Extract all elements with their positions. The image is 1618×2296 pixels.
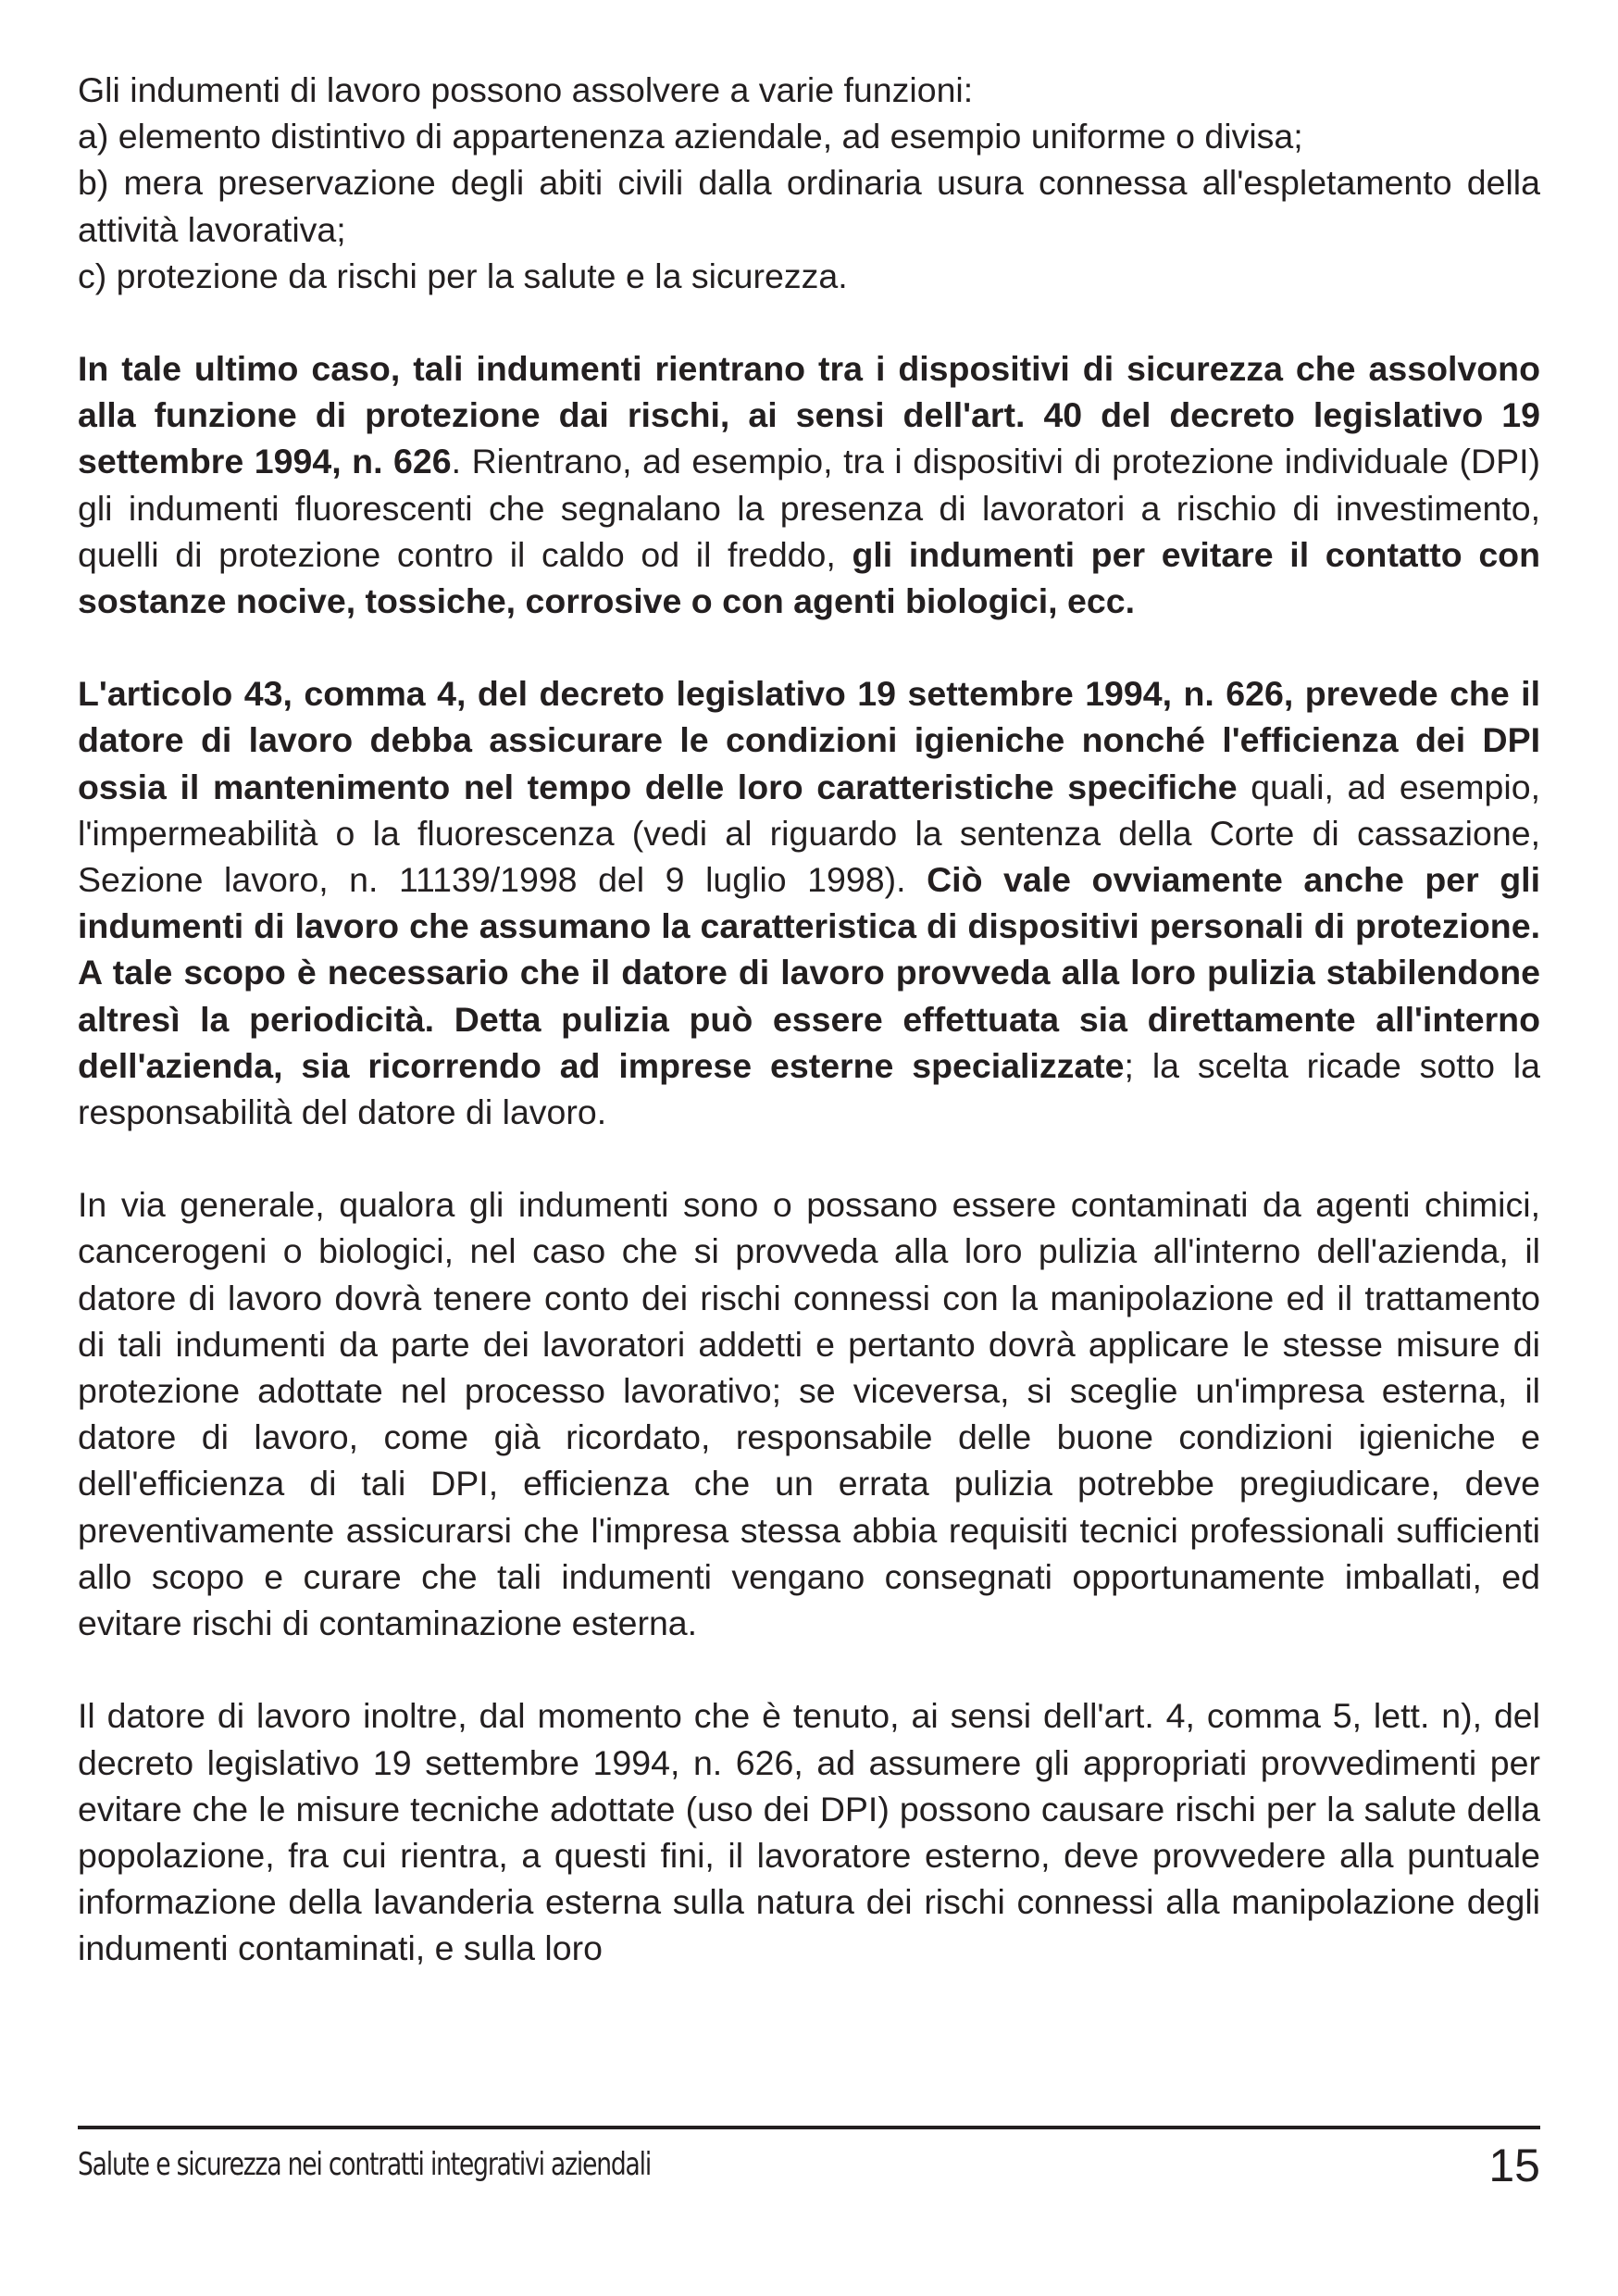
body-text: . Rientrano, ad esempio, tra i dispositivi di protezione individuale (DPI) gli indumenti fluorescenti che segnalano la presenza di lavoratori a rischio di investimento, quelli di protezione contro il caldo od il freddo,	[78, 442, 1541, 574]
paragraph-article-43	[78, 670, 1540, 1135]
list-intro: Gli indumenti di lavoro possono assolvere a varie funzioni:	[78, 70, 974, 109]
footer-divider	[78, 2126, 1540, 2129]
page-number: 15	[1488, 2140, 1540, 2191]
paragraph-functions-list	[78, 67, 1540, 299]
bold-text: In tale ultimo caso, tali indumenti rientrano tra i dispositivi di sicurezza che assolvono alla funzione di protezione dai rischi, ai sensi dell'art. 40 del decreto legislativo 19 settembre 1994, n. 626	[78, 349, 1540, 481]
paragraph-dpi-definition	[78, 345, 1540, 624]
body-text: quali, ad esempio, l'impermeabilità o la fluorescenza (vedi al riguardo la sentenza della Corte di cassazione, Sezione lavoro, n. 11139/1998 del 9 luglio 1998).	[78, 767, 1540, 900]
footer-title: Salute e sicurezza nei contratti integrativi aziendali	[78, 2146, 652, 2183]
body-text: ; la scelta ricade sotto la responsabilità del datore di lavoro.	[78, 1045, 1540, 1132]
bold-text: gli indumenti per evitare il contatto con sostanze nocive, tossiche, corrosive o con agenti biologici, ecc.	[78, 534, 1540, 621]
list-item-c: c) protezione da rischi per la salute e la sicurezza.	[78, 256, 848, 295]
paragraph-general-contamination: In via generale, qualora gli indumenti sono o possano essere contaminati da agenti chimici, cancerogeni o biologici, nel caso che si provveda alla loro pulizia all'interno dell'azienda, il datore di lavoro dovrà tenere conto dei rischi connessi con la manipolazione ed il trattamento di tali indumenti da parte dei lavoratori addetti e pertanto dovrà applicare le stesse misure di protezione adottate nel processo lavorativo; se viceversa, si sceglie un'impresa esterna, il datore di lavoro, come già ricordato, responsabile delle buone condizioni igieniche e dell'efficienza di tali DPI, efficienza che un errata pulizia potrebbe pregiudicare, deve preventivamente assicurarsi che l'impresa stessa abbia requisiti tecnici professionali sufficienti allo scopo e curare che tali indumenti vengano consegnati opportunamente imballati, ed evitare rischi di contaminazione esterna.	[78, 1185, 1540, 1643]
paragraph-employer-obligations: Il datore di lavoro inoltre, dal momento che è tenuto, ai sensi dell'art. 4, comma 5, lett. n), del decreto legislativo 19 settembre 1994, n. 626, ad assumere gli appropriati provvedimenti per evitare che le misure tecniche adottate (uso dei DPI) possono causare rischi per la salute della popolazione, fra cui rientra, a questi fini, il lavoratore esterno, deve provvedere alla puntuale informazione della lavanderia esterna sulla natura dei rischi connessi alla manipolazione degli indumenti contaminati, e sulla loro	[78, 1696, 1540, 1968]
page-body	[78, 67, 1540, 1972]
list-item-b: b) mera preservazione degli abiti civili dalla ordinaria usura connessa all'espletamento della attività lavorativa;	[78, 163, 1540, 249]
bold-text: Ciò vale ovviamente anche per gli indumenti di lavoro che assumano la caratteristica di dispositivi personali di protezione. A tale scopo è necessario che il datore di lavoro provveda alla loro pulizia stabilendone altresì la periodicità. Detta pulizia può essere effettuata sia direttamente all'interno dell'azienda, sia ricorrendo ad imprese esterne specializzate	[78, 860, 1541, 1085]
bold-text: L'articolo 43, comma 4, del decreto legislativo 19 settembre 1994, n. 626, prevede che il datore di lavoro debba assicurare le condizioni igieniche nonché l'efficienza dei DPI ossia il mantenimento nel tempo delle loro caratteristiche specifiche	[78, 674, 1540, 806]
list-item-a: a) elemento distintivo di appartenenza aziendale, ad esempio uniforme o divisa;	[78, 117, 1303, 156]
